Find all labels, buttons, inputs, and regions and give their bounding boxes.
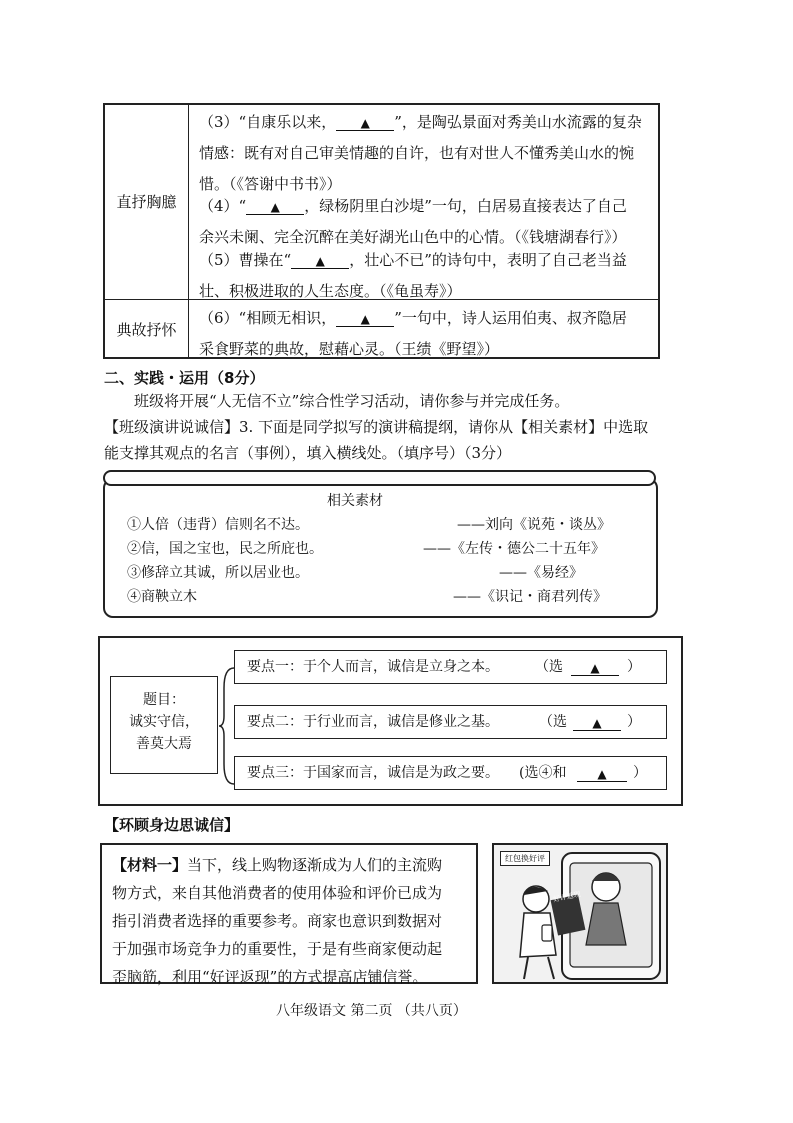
material-one-line: 物方式，来自其他消费者的使用体验和评价已成为 <box>112 884 443 902</box>
material-one-label: 【材料一】 <box>112 856 188 874</box>
material-one-line: 于加强市场竞争力的重要性，于是有些商家便动起 <box>112 940 443 958</box>
section-2-intro: 班级将开展“人无信不立”综合性学习活动，请你参与并完成任务。 <box>134 392 570 410</box>
answer-blank[interactable]: ▲ <box>336 115 394 131</box>
outline-point-3: 要点三：于国家而言，诚信是为政之要。 (选④和 ▲ ） <box>234 756 667 790</box>
task-3-line2: 能支撑其观点的名言（事例），填入横线处。（填序号）（3分） <box>104 444 512 462</box>
question-5: （5）曹操在“ ▲ ，壮心不已”的诗句中，表明了自己老当益 壮、积极进取的人生态度。（《龟虽寿》） <box>199 251 627 300</box>
category-allusion: 典故抒怀 <box>116 321 177 339</box>
material-one-line: 指引消费者选择的重要参考。商家也意识到数据对 <box>112 912 443 930</box>
comic-illustration <box>492 843 668 984</box>
speech-outline <box>98 636 683 806</box>
material-item: ①人倍（违背）信则名不达。 <box>127 517 309 533</box>
category-direct-expression: 直抒胸臆 <box>116 193 177 211</box>
answer-blank[interactable]: ▲ <box>246 199 304 215</box>
question-3: （3）“自康乐以来， ▲ ”，是陶弘景面对秀美山水流露的复杂 情感：既有对自己审美情趣的自许，也有对世人不懂秀美山水的惋 惜。（《答谢中书书》） <box>199 113 642 193</box>
question-4: （4）“ ▲ ，绿杨阴里白沙堤”一句，白居易直接表达了自己 余兴未阑、完全沉醉在美好湖光山色中的心情。（《钱塘湖春行》） <box>199 197 627 246</box>
outline-point-1: 要点一：于个人而言，诚信是立身之本。 （选 ▲ ） <box>234 650 667 684</box>
materials-scroll <box>103 478 658 618</box>
material-item: ②信，国之宝也，民之所庇也。 <box>127 541 323 557</box>
answer-blank[interactable]: ▲ <box>577 767 627 782</box>
question-6: （6）“相顾无相识， ▲ ”一句中，诗人运用伯夷、叔齐隐居 采食野菜的典故，慰藉心灵。（王绩《野望》） <box>199 309 627 358</box>
material-one-line: 歪脑筋，利用“好评返现”的方式提高店铺信誉。 <box>112 968 428 986</box>
answer-blank[interactable]: ▲ <box>573 716 621 731</box>
answer-blank[interactable]: ▲ <box>571 661 619 676</box>
section-3-title: 【环顾身边思诚信】 <box>104 816 240 834</box>
section-2-title: 二、实践・运用（8分） <box>104 369 265 387</box>
topic-line: 善莫大焉 <box>136 736 192 752</box>
comic-caption: 红包换好评 <box>500 851 550 866</box>
poem-fill-table <box>103 103 660 359</box>
material-item: ④商鞅立木 <box>127 589 197 605</box>
comic-sign: 好评返现 <box>552 890 582 904</box>
materials-title: 相关素材 <box>327 493 383 509</box>
scroll-roll-top <box>103 470 656 486</box>
task-3-line1: 【班级演讲说诚信】3. 下面是同学拟写的演讲稿提纲，请你从【相关素材】中选取 <box>104 418 649 436</box>
answer-blank[interactable]: ▲ <box>291 253 349 269</box>
material-source: ——刘向《说苑・谈丛》 <box>457 517 611 533</box>
topic-box <box>110 676 218 774</box>
answer-blank[interactable]: ▲ <box>336 311 394 327</box>
outline-point-2: 要点二：于行业而言，诚信是修业之基。 （选 ▲ ） <box>234 705 667 739</box>
material-item: ③修辞立其诚，所以居业也。 <box>127 565 309 581</box>
material-one-box <box>100 843 478 984</box>
material-one-line: 当下，线上购物逐渐成为人们的主流购 <box>187 856 443 874</box>
comic-drawing <box>494 845 666 982</box>
material-source: ——《左传・德公二十五年》 <box>423 541 605 557</box>
material-source: ——《易经》 <box>499 565 583 581</box>
page-footer: 八年级语文 第二页 （共八页） <box>276 1003 467 1019</box>
topic-line: 诚实守信， <box>129 714 199 730</box>
topic-label: 题目： <box>143 692 185 708</box>
material-source: ——《识记・商君列传》 <box>453 589 607 605</box>
